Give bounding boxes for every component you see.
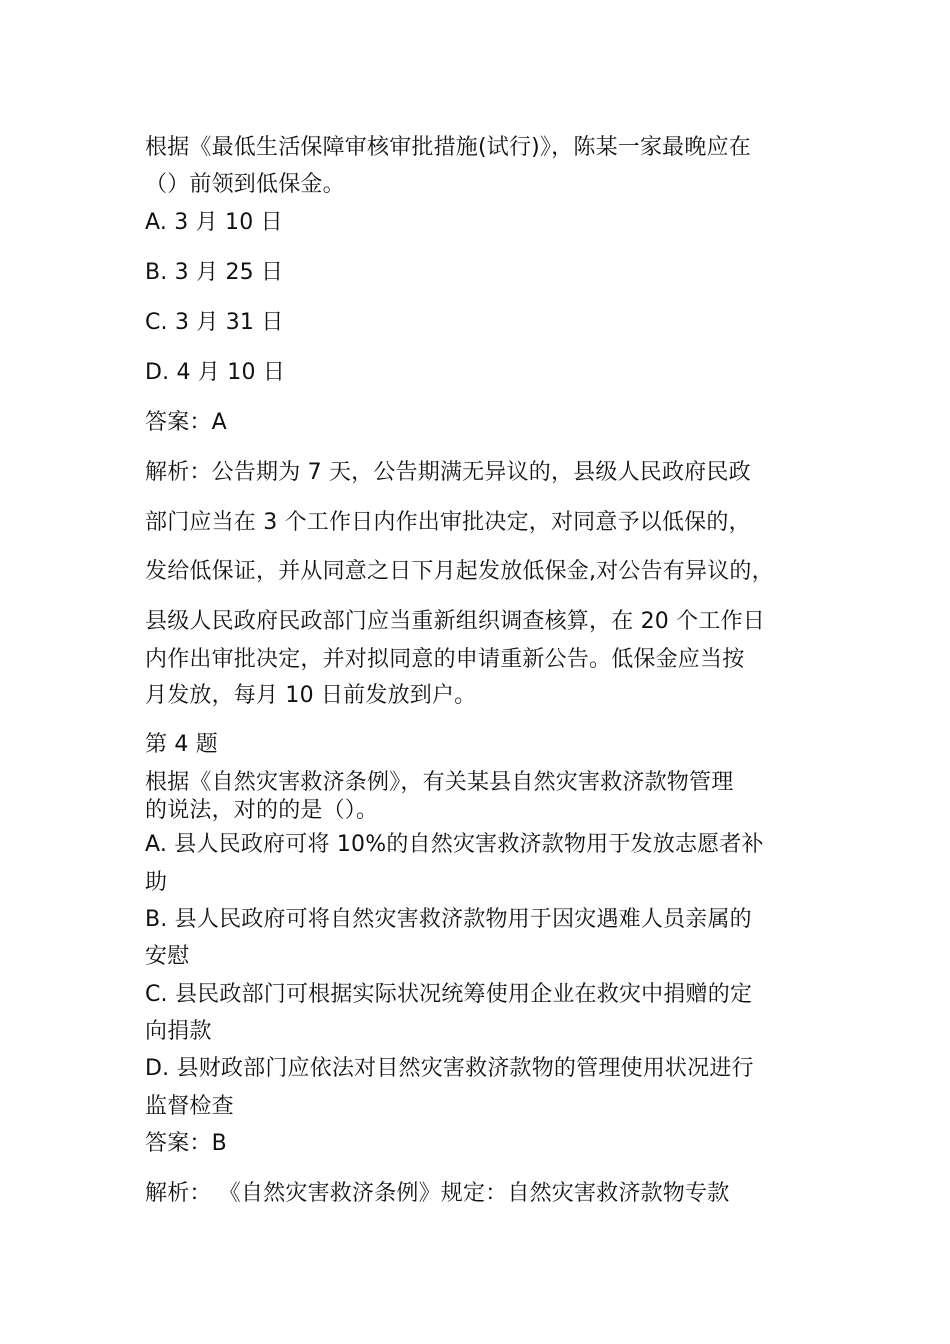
q3-answer: 答案：A	[145, 410, 227, 435]
q3-option-c: C. 3 月 31 日	[145, 310, 284, 335]
q3-option-d: D. 4 月 10 日	[145, 360, 286, 385]
q4-option-c-line-2: 向捐款	[145, 1019, 212, 1044]
q3-analysis-line-2: 部门应当在 3 个工作日内作出审批决定，对同意予以低保的，	[145, 510, 751, 535]
q4-stem-line-2: 的说法，对的的是（）。	[145, 798, 379, 823]
q3-option-b: B. 3 月 25 日	[145, 260, 284, 285]
q3-stem-line-1: 根据《最低生活保障审核审批措施(试行)》，陈某一家最晚应在	[145, 135, 751, 160]
q3-option-a: A. 3 月 10 日	[145, 210, 283, 235]
q3-analysis-line-3: 发给低保证，并从同意之日下月起发放低保金,对公告有异议的，	[145, 559, 774, 584]
q4-option-d-line-1: D. 县财政部门应依法对目然灾害救济款物的管理使用状况进行	[145, 1056, 754, 1081]
q3-stem-line-2: （）前领到低保金。	[145, 172, 345, 197]
q3-analysis-line-1: 解析：公告期为 7 天，公告期满无异议的，县级人民政府民政	[145, 460, 751, 485]
q4-option-b-line-2: 安慰	[145, 944, 190, 969]
q3-analysis-line-5: 内作出审批决定，并对拟同意的申请重新公告。低保金应当按	[145, 647, 745, 672]
q4-option-b-line-1: B. 县人民政府可将自然灾害救济款物用于因灾遇难人员亲属的	[145, 907, 752, 932]
q4-answer: 答案：B	[145, 1131, 227, 1156]
q4-option-a-line-2: 助	[145, 870, 168, 895]
q4-analysis-line-1: 解析： 《自然灾害救济条例》规定：自然灾害救济款物专款	[145, 1181, 730, 1206]
q3-analysis-line-6: 月发放，每月 10 日前发放到户。	[145, 683, 477, 708]
q4-option-a-line-1: A. 县人民政府可将 10%的自然灾害救济款物用于发放志愿者补	[145, 832, 764, 857]
q4-heading: 第 4 题	[145, 732, 218, 757]
q4-option-c-line-1: C. 县民政部门可根据实际状况统筹使用企业在救灾中捐赠的定	[145, 982, 753, 1007]
q4-stem-line-1: 根据《自然灾害救济条例》，有关某县自然灾害救济款物管理	[145, 770, 734, 795]
q3-analysis-line-4: 县级人民政府民政部门应当重新组织调查核算，在 20 个工作日	[145, 609, 765, 634]
q4-option-d-line-2: 监督检查	[145, 1094, 234, 1119]
